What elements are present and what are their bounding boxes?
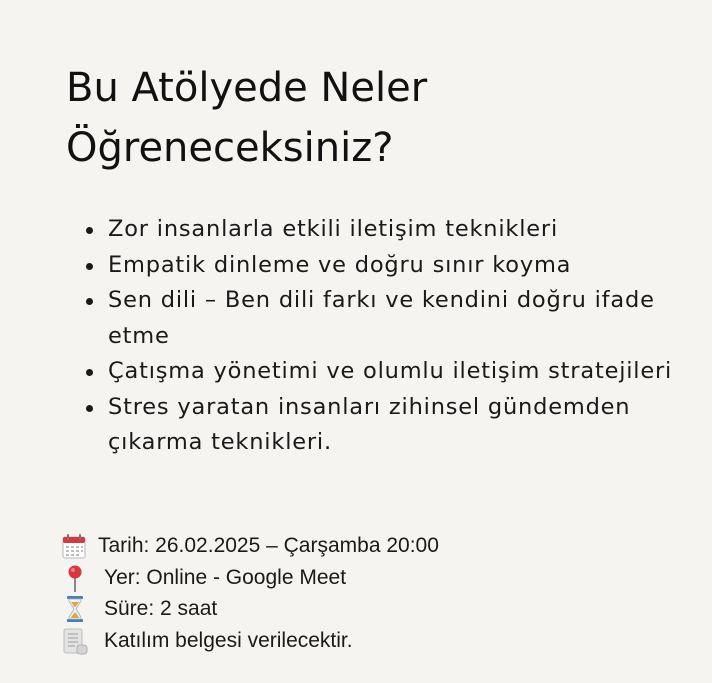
place-row	[60, 562, 660, 594]
calendar-icon	[60, 532, 90, 560]
scroll-icon	[60, 627, 90, 655]
topic-item: Çatışma yönetimi ve olumlu iletişim stratejileri	[86, 354, 686, 390]
duration-text: Süre: 2 saat	[104, 597, 218, 620]
place-text: Yer: Online - Google Meet	[104, 565, 347, 589]
topic-item: Sen dili – Ben dili farkı ve kendini doğru ifade etme	[86, 283, 686, 354]
date-text: Tarih: 26.02.2025 – Çarşamba 20:00	[98, 534, 439, 557]
topic-item: Stres yaratan insanları zihinsel gündemden çıkarma teknikleri.	[86, 390, 686, 461]
topics-list	[86, 212, 686, 461]
hourglass-icon	[60, 595, 90, 623]
certificate-row	[60, 625, 660, 657]
title-line-2: Öğreneceksiniz?	[66, 125, 394, 171]
topic-item: Zor insanlarla etkili iletişim teknikleri	[86, 212, 686, 248]
certificate-text: Katılım belgesi verilecektir.	[104, 628, 353, 652]
page-title	[66, 58, 626, 178]
pushpin-icon	[60, 564, 90, 592]
topic-item: Empatik dinleme ve doğru sınır koyma	[86, 248, 686, 284]
duration-row	[60, 593, 660, 625]
event-details	[60, 530, 660, 656]
title-line-1: Bu Atölyede Neler	[66, 65, 428, 111]
date-row	[60, 530, 660, 562]
